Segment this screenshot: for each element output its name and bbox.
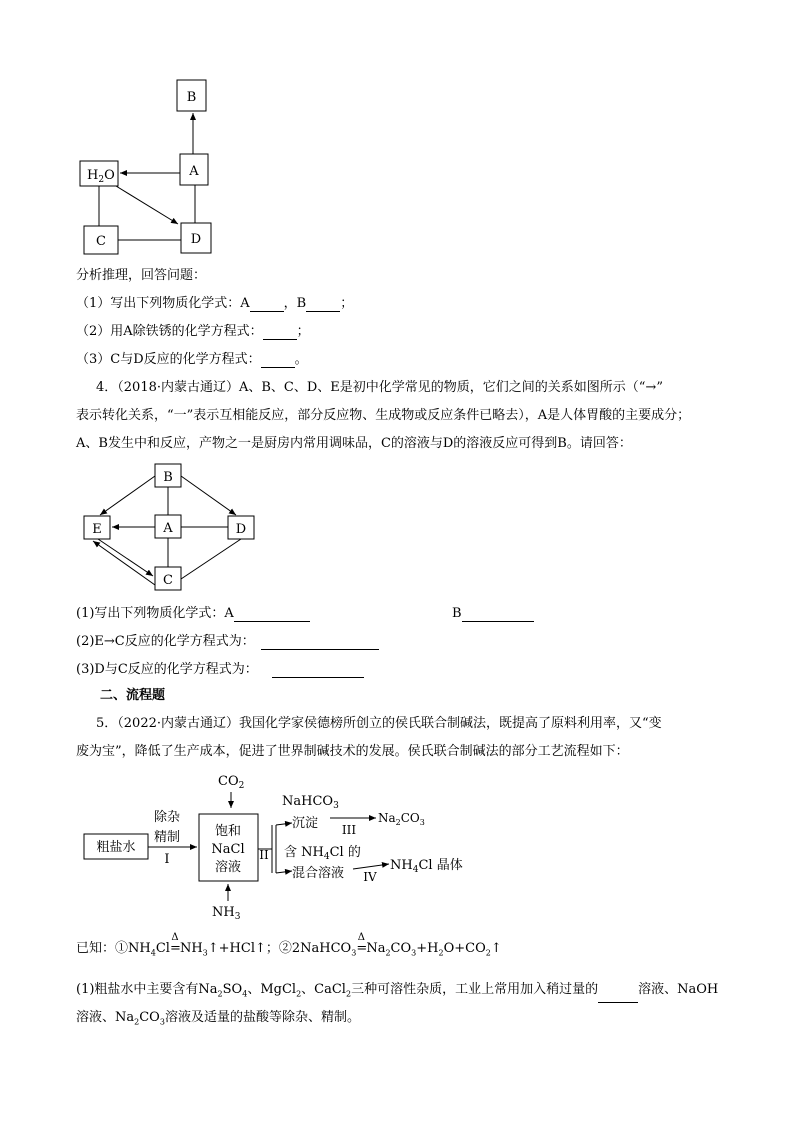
step1-label-1: 除杂 [153, 810, 181, 825]
node-c-label: C [163, 573, 173, 588]
step1-numeral: I [164, 852, 170, 867]
q5-part1-line2: 溶液、$Na_2CO_3$溶液及适量的盐酸等除杂、精制。 [76, 1010, 360, 1027]
sat-label-1: 饱和 [214, 824, 242, 839]
q3-part1: （1）写出下列物质化学式：A ，B ； [76, 296, 354, 311]
nh4cl-solution-label: 含 $NH_4Cl$ 的 [284, 845, 361, 862]
arrow-to-top [276, 823, 292, 825]
product-nh4cl-crystal: $NH_4Cl$ 晶体 [390, 858, 463, 875]
diagram-1 [0, 0, 793, 270]
answer-blank[interactable] [261, 649, 379, 650]
mixed-solution-label: 混合溶液 [292, 866, 345, 881]
q4-stem-line1: 4．（2018·内蒙古通辽）A、B、C、D、E是初中化学常见的物质，它们之间的关系如图所示（“→” [96, 380, 663, 395]
answer-blank[interactable] [598, 1002, 638, 1003]
sat-label-3: 溶液 [214, 860, 242, 875]
nahco3-label: NaHCO$_3$ [282, 794, 339, 811]
q3-part2: （2）用A除铁锈的化学方程式： ； [76, 324, 310, 339]
q3-part3: （3）C与D反应的化学方程式： 。 [76, 352, 308, 367]
q3-intro: 分析推理，回答问题： [76, 268, 207, 283]
node-h2o-label: $H_2O$ [87, 168, 115, 185]
step2-numeral: II [259, 848, 269, 862]
co2-label: $CO_2$ [218, 774, 245, 791]
arrow-step4 [353, 864, 389, 869]
node-b-label: B [186, 90, 197, 105]
arrow-b-to-d [181, 476, 236, 515]
diagram-2 [0, 455, 793, 600]
answer-blank[interactable] [272, 677, 364, 678]
answer-blank[interactable] [462, 621, 534, 622]
node-a-label: A [189, 164, 199, 179]
nh3-label: $NH_3$ [212, 905, 241, 922]
node-a-label: A [163, 521, 173, 536]
node-d-label: D [190, 232, 202, 247]
step4-numeral: IV [363, 870, 377, 884]
arrow-to-bottom [276, 871, 292, 873]
node-e-label: E [92, 522, 102, 537]
line-d-c [181, 539, 241, 579]
q4-stem-line2: 表示转化关系，“一”表示互相能反应，部分反应物、生成物或反应条件已略去），A是人体胃酸的主要成分； [76, 408, 691, 423]
answer-blank[interactable] [234, 621, 310, 622]
q4-part2: (2)E→C反应的化学方程式为： [76, 634, 379, 650]
known-reactions: 已知：$①NH_4Cl$ Δ $=NH_3↑+HCl↑$；②2NaHCO$_3$ Δ $=Na_2CO_3+H_2O+CO_2↑$ [76, 932, 502, 958]
process-flow-diagram [0, 765, 793, 925]
arrow-c-to-e [93, 541, 155, 585]
q4-part1: (1)写出下列物质化学式：A [76, 606, 310, 622]
answer-blank[interactable] [250, 311, 284, 312]
step1-label-2: 精制 [153, 830, 181, 845]
arrow-h2o-to-d [116, 186, 178, 224]
q4-part3: (3)D与C反应的化学方程式为： [76, 662, 364, 678]
node-c-label: C [96, 234, 106, 249]
raw-brine-label: 粗盐水 [96, 840, 136, 855]
node-b-label: B [163, 470, 173, 485]
arrow-b-to-e [100, 476, 155, 515]
q5-stem-line2: 废为宝”，降低了生产成本，促进了世界制碱技术的发展。侯氏联合制碱法的部分工艺流程如下： [76, 744, 629, 759]
product-na2co3: $Na_2CO_3$ [378, 811, 425, 827]
answer-blank[interactable] [261, 367, 295, 368]
precipitate-label: 沉淀 [292, 816, 319, 831]
section-heading: 二、流程题 [100, 688, 166, 703]
arrow-e-to-c [98, 539, 153, 576]
q4-stem-line3: A、B发生中和反应，产物之一是厨房内常用调味品，C的溶液与D的溶液反应可得到B。请回答： [76, 436, 632, 451]
answer-blank[interactable] [306, 311, 340, 312]
step3-numeral: III [341, 823, 357, 837]
q4-part1-b: B [452, 606, 534, 622]
node-d-label: D [235, 522, 247, 537]
answer-blank[interactable] [263, 339, 297, 340]
q5-stem-line1: 5．（2022·内蒙古通辽）我国化学家侯德榜所创立的侯氏联合制碱法，既提高了原料利用率，又“变 [96, 716, 662, 731]
q5-part1-line1: (1)粗盐水中主要含有$Na_2SO_4$、MgCl$_2$、CaCl$_2$三种可溶性杂质，工业上常用加入稍过量的 溶液、NaOH [76, 982, 718, 1003]
sat-label-2: NaCl [211, 842, 245, 857]
